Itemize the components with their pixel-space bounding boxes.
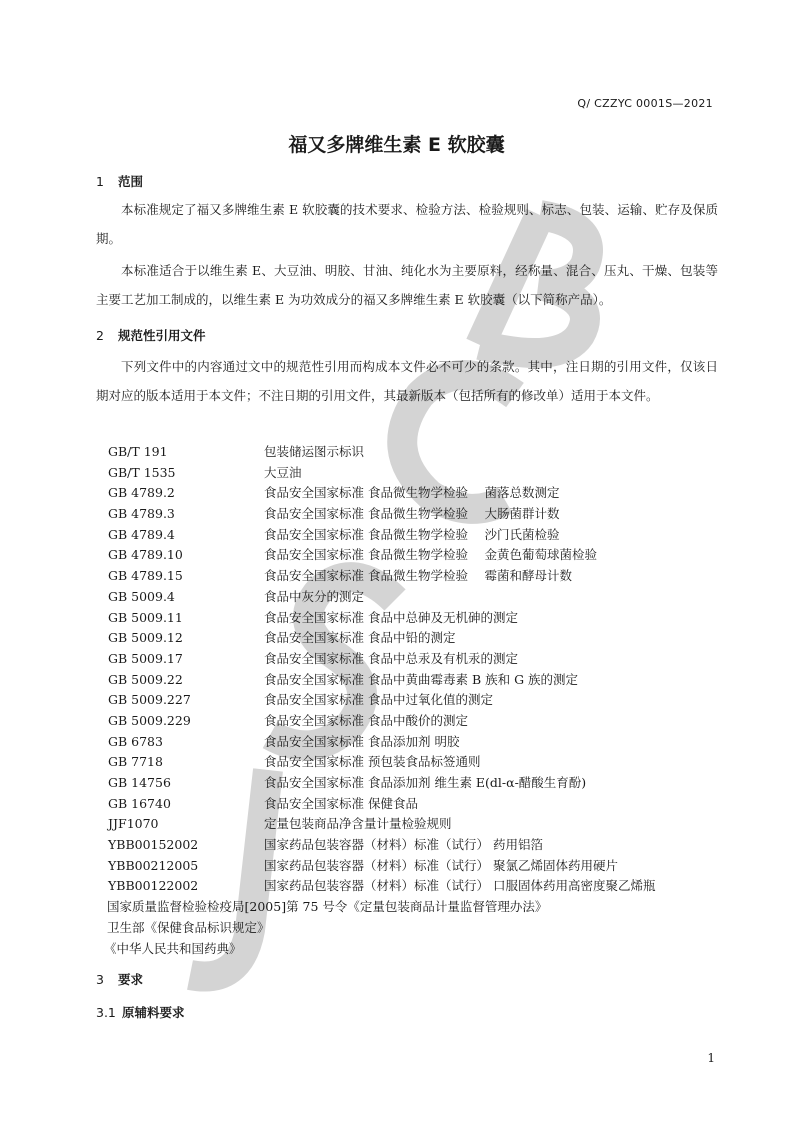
scope-paragraph-1: 本标准规定了福又多牌维生素 E 软胶囊的技术要求、检验方法、检验规则、标志、包装、运输、贮存及保质期。	[96, 202, 718, 246]
other-reference-item: 国家质量监督检验检疫局[2005]第 75 号令《定量包装商品计量监督管理办法》	[107, 899, 548, 915]
reference-code: GB 14756	[108, 775, 171, 790]
reference-title: 食品安全国家标准 食品中黄曲霉毒素 B 族和 G 族的测定	[264, 671, 579, 687]
section-heading-scope	[96, 172, 143, 190]
reference-title: 食品安全国家标准 食品添加剂 维生素 E(dl-α-醋酸生育酚)	[264, 775, 587, 790]
reference-code: GB/T 191	[108, 444, 168, 459]
reference-item	[108, 525, 728, 546]
reference-title: 国家药品包装容器（材料）标准（试行） 药用铝箔	[264, 837, 543, 853]
references-intro-paragraph: 下列文件中的内容通过文中的规范性引用而构成本文件必不可少的条款。其中，注日期的引用文件，仅该日期对应的版本适用于本文件；不注日期的引用文件，其最新版本（包括所有的修改单）适用于本文件。	[96, 359, 718, 403]
section-number: 3	[96, 972, 104, 987]
reference-code: GB 5009.229	[108, 712, 191, 728]
reference-code: JJF1070	[108, 816, 159, 832]
reference-code: GB 5009.11	[108, 609, 183, 625]
reference-code: GB 4789.10	[108, 547, 183, 563]
section-title: 原辅料要求	[122, 1005, 185, 1020]
reference-code: GB 5009.22	[108, 671, 183, 687]
reference-item	[108, 670, 728, 691]
reference-item	[108, 628, 728, 649]
reference-item	[108, 794, 728, 815]
reference-item	[108, 856, 728, 877]
reference-item	[108, 442, 728, 463]
reference-code: GB 16740	[108, 795, 171, 811]
reference-title: 定量包装商品净含量计量检验规则	[264, 816, 452, 832]
reference-code: YBB00152002	[108, 837, 199, 853]
reference-code: GB 5009.227	[108, 692, 191, 708]
reference-item	[108, 773, 728, 794]
reference-title: 食品安全国家标准 食品微生物学检验 霉菌和酵母计数	[264, 568, 572, 584]
reference-title: 食品中灰分的测定	[264, 588, 365, 604]
reference-code: GB/T 1535	[108, 464, 176, 480]
reference-code: GB 6783	[108, 733, 163, 749]
reference-title: 食品安全国家标准 保健食品	[264, 795, 418, 811]
section-title: 要求	[118, 972, 144, 987]
reference-code: GB 7718	[108, 754, 163, 770]
reference-title: 食品安全国家标准 食品微生物学检验 大肠菌群计数	[264, 506, 560, 522]
reference-title: 国家药品包装容器（材料）标准（试行） 口服固体药用高密度聚乙烯瓶	[264, 878, 656, 894]
page-number: 1	[707, 1051, 715, 1065]
reference-title: 大豆油	[264, 464, 302, 480]
section-number: 3.1	[96, 1005, 116, 1020]
reference-item	[108, 732, 728, 753]
reference-code: YBB00212005	[108, 857, 199, 873]
reference-code: GB 4789.2	[108, 485, 175, 501]
other-reference-item: 卫生部《保健食品标识规定》	[107, 919, 270, 935]
reference-item	[108, 587, 728, 608]
reference-title: 食品安全国家标准 食品中总砷及无机砷的测定	[264, 609, 518, 625]
document-title: 福又多牌维生素 E 软胶囊	[288, 134, 505, 156]
reference-title: 包装储运图示标识	[264, 444, 365, 459]
document-code: Q/ CZZYC 0001S—2021	[577, 97, 713, 110]
reference-item	[108, 566, 728, 587]
reference-title: 食品安全国家标准 食品微生物学检验 菌落总数测定	[264, 485, 560, 501]
section-heading-requirements	[96, 970, 143, 988]
reference-title: 食品安全国家标准 食品中酸价的测定	[264, 712, 468, 728]
reference-item	[108, 814, 728, 835]
reference-item	[108, 608, 728, 629]
reference-item	[108, 835, 728, 856]
reference-code: GB 5009.17	[108, 650, 183, 666]
reference-item	[108, 483, 728, 504]
reference-item	[108, 649, 728, 670]
reference-code: GB 5009.4	[108, 588, 175, 604]
reference-title: 食品安全国家标准 食品添加剂 明胶	[264, 733, 460, 749]
section-title: 规范性引用文件	[118, 328, 206, 343]
reference-item	[108, 545, 728, 566]
reference-title: 食品安全国家标准 食品微生物学检验 金黄色葡萄球菌检验	[264, 547, 597, 563]
reference-title: 国家药品包装容器（材料）标准（试行） 聚氯乙烯固体药用硬片	[264, 857, 618, 873]
reference-item	[108, 752, 728, 773]
section-number: 2	[96, 328, 104, 343]
reference-title: 食品安全国家标准 预包装食品标签通则	[264, 754, 481, 770]
reference-title: 食品安全国家标准 食品微生物学检验 沙门氏菌检验	[264, 526, 560, 542]
reference-title: 食品安全国家标准 食品中过氧化值的测定	[264, 692, 493, 708]
reference-code: GB 4789.15	[108, 568, 183, 584]
reference-code: YBB00122002	[108, 878, 199, 894]
reference-code: GB 4789.4	[108, 526, 175, 542]
section-heading-normative-references	[96, 326, 206, 344]
section-number: 1	[96, 174, 104, 189]
scope-paragraph-2: 本标准适合于以维生素 E、大豆油、明胶、甘油、纯化水为主要原料，经称量、混合、压丸、干燥、包装等主要工艺加工制成的，以维生素 E 为功效成分的福又多牌维生素 E 软胶囊（以下简称产品）。	[96, 263, 718, 307]
section-title: 范围	[118, 174, 144, 189]
reference-item	[108, 711, 728, 732]
reference-title: 食品安全国家标准 食品中铅的测定	[264, 630, 456, 646]
other-reference-item: 《中华人民共和国药典》	[104, 940, 242, 956]
reference-item	[108, 463, 728, 484]
reference-title: 食品安全国家标准 食品中总汞及有机汞的测定	[264, 650, 518, 666]
reference-item	[108, 876, 728, 897]
reference-code: GB 5009.12	[108, 630, 183, 646]
reference-list	[104, 442, 728, 959]
reference-item	[108, 690, 728, 711]
reference-item	[108, 504, 728, 525]
subsection-heading-raw-materials	[96, 1003, 185, 1021]
reference-code: GB 4789.3	[108, 506, 175, 522]
